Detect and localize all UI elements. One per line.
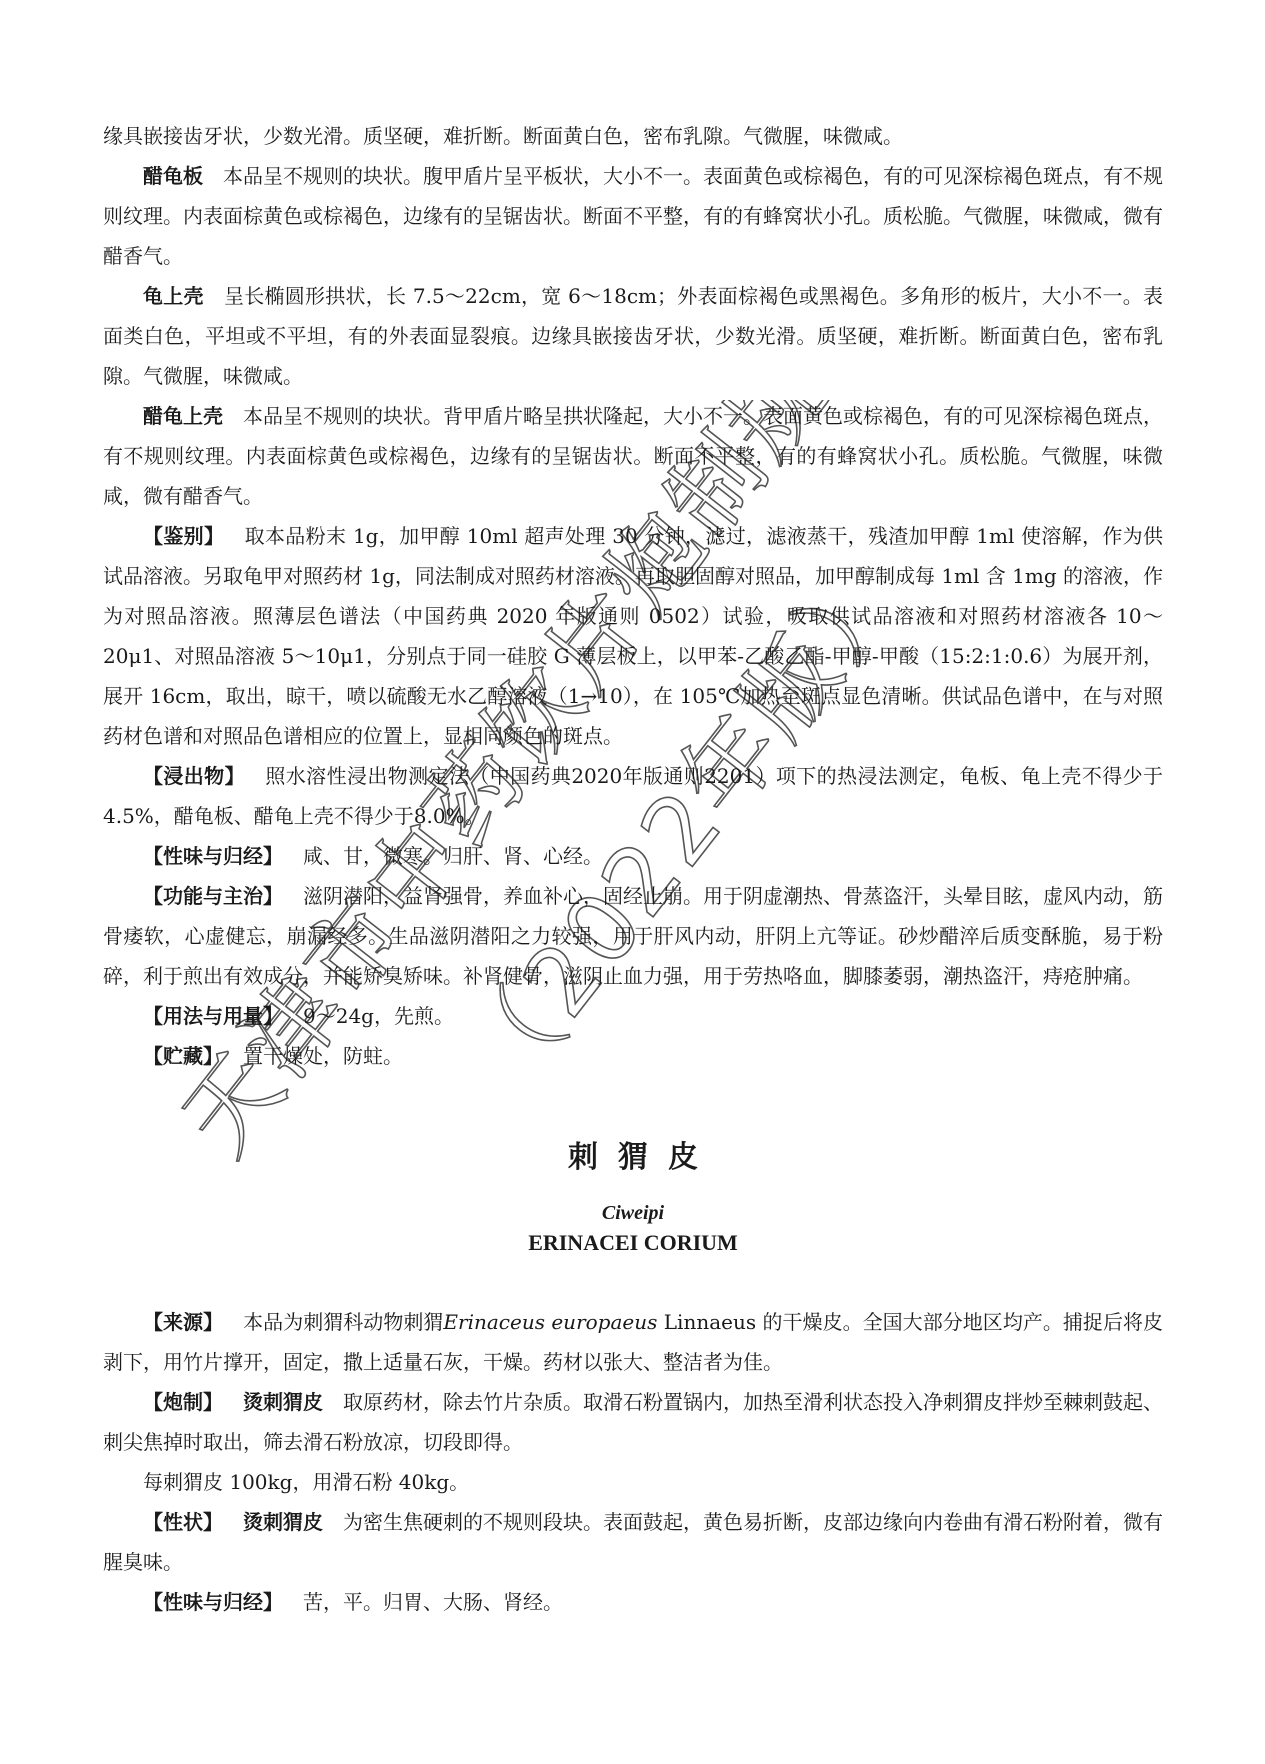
text: 缘具嵌接齿牙状，少数光滑。质坚硬，难折断。断面黄白色，密布乳隙。气微腥，味微咸。 (103, 124, 903, 148)
paragraph-continued (103, 116, 1163, 156)
sub-heading: 醋龟上壳 (143, 404, 223, 428)
text: 本品为刺猬科动物刺猬 (243, 1310, 444, 1334)
section-heading: 【鉴别】 (143, 524, 225, 548)
section-heading: 【浸出物】 (143, 764, 245, 788)
paozhi-note (103, 1462, 1163, 1502)
text: 置干燥处，防蛀。 (243, 1044, 403, 1068)
text: 呈长椭圆形拱状，长 7.5～22cm，宽 6～18cm；外表面棕褐色或黑褐色。多角形的板片，大小不一。表面类白色，平坦或不平坦，有的外表面显裂痕。边缘具嵌接齿牙状，少数光滑。质坚硬，难折断。断面黄白色，密布乳隙。气微腥，味微咸。 (103, 284, 1164, 388)
section-heading: 【炮制】 (143, 1390, 223, 1414)
paragraph-cuguiban (103, 156, 1163, 276)
text: 为密生焦硬刺的不规则段块。表面鼓起，黄色易折断，皮部边缘向内卷曲有滑石粉附着，微有腥臭味。 (103, 1510, 1163, 1574)
section-yongfa (103, 996, 1163, 1036)
sub-heading: 龟上壳 (143, 284, 204, 308)
section-laiyuan (103, 1302, 1163, 1382)
text: Linnaeus 的干燥皮。全国大部分地区均产。捕捉后将皮剥下，用竹片撑开，固定，撒上适量石灰，干燥。药材以张大、整洁者为佳。 (103, 1310, 1164, 1374)
species-name: Erinaceus europaeus (443, 1310, 658, 1334)
section-heading: 【性状】 (143, 1510, 223, 1534)
section-xingzhuang (103, 1502, 1163, 1582)
section-xingwei-2 (103, 1582, 1163, 1622)
text: 取本品粉末 1g，加甲醇 10ml 超声处理 30 分钟，滤过，滤液蒸干，残渣加甲醇 1ml 使溶解，作为供试品溶液。另取龟甲对照药材 1g，同法制成对照药材溶液。再取胆固醇对照品，加甲醇制成每 1ml 含 1mg 的溶液，作为对照品溶液。照薄层色谱法（中国药典 2020 年版通则 0502）试验，吸取供试品溶液和对照药材溶液各 10～20μ1、对照品溶液 5～10μ1，分别点于同一硅胶 G 薄层板上，以甲苯-乙酸乙酯-甲醇-甲酸（15:2:1:0.6）为展开剂，展开 16cm，取出，晾干，喷以硫酸无水乙醇溶液（1→10），在 105℃加热至斑点显色清晰。供试品色谱中，在与对照药材色谱和对照品色谱相应的位置上，显相同颜色的斑点。 (103, 524, 1164, 748)
monograph-pinyin: Ciweipi (601, 1202, 665, 1224)
section-jianbie (103, 516, 1163, 756)
section-gongneng (103, 876, 1163, 996)
main-content (103, 116, 1163, 1622)
sub-heading: 醋龟板 (143, 164, 203, 188)
section-heading: 【性味与归经】 (143, 1590, 283, 1614)
section-jinchuwu (103, 756, 1163, 836)
text: 苦，平。归胃、大肠、肾经。 (303, 1590, 563, 1614)
text: 9～24g，先煎。 (303, 1004, 454, 1028)
section-heading: 【用法与用量】 (143, 1004, 283, 1028)
paragraph-cuguishangke (103, 396, 1163, 516)
monograph-title: 刺猬皮 (568, 1140, 718, 1175)
section-heading: 【贮藏】 (143, 1044, 223, 1068)
section-heading: 【性味与归经】 (143, 844, 283, 868)
sub-heading: 烫刺猬皮 (243, 1510, 323, 1534)
section-heading: 【功能与主治】 (143, 884, 283, 908)
text: 取原药材，除去竹片杂质。取滑石粉置锅内，加热至滑利状态投入净刺猬皮拌炒至棘刺鼓起、刺尖焦掉时取出，筛去滑石粉放凉，切段即得。 (103, 1390, 1163, 1454)
section-xingwei (103, 836, 1163, 876)
text: 每刺猬皮 100kg，用滑石粉 40kg。 (143, 1470, 470, 1494)
section-heading: 【来源】 (143, 1310, 224, 1334)
text: 滋阴潜阳，益肾强骨，养血补心，固经止崩。用于阴虚潮热、骨蒸盗汗，头晕目眩，虚风内动，筋骨痿软，心虚健忘，崩漏经多。生品滋阴潜阳之力较强，用于肝风内动，肝阴上亢等证。砂炒醋淬后质变酥脆，易于粉碎，利于煎出有效成分，并能矫臭矫味。补肾健骨，滋阴止血力强，用于劳热咯血，脚膝萎弱，潮热盗汗，痔疮肿痛。 (103, 884, 1163, 988)
section-paozhi (103, 1382, 1163, 1462)
paragraph-guishangke (103, 276, 1163, 396)
monograph-latin-name: ERINACEI CORIUM (528, 1230, 738, 1255)
text: 本品呈不规则的块状。腹甲盾片呈平板状，大小不一。表面黄色或棕褐色，有的可见深棕褐色斑点，有不规则纹理。内表面棕黄色或棕褐色，边缘有的呈锯齿状。断面不平整，有的有蜂窝状小孔。质松脆。气微腥，味微咸，微有醋香气。 (103, 164, 1163, 268)
section-zhucang (103, 1036, 1163, 1076)
sub-heading: 烫刺猬皮 (243, 1390, 323, 1414)
text: 咸、甘，微寒。归肝、肾、心经。 (303, 844, 603, 868)
text: 照水溶性浸出物测定法（中国药典2020年版通则2201）项下的热浸法测定，龟板、龟上壳不得少于4.5%，醋龟板、醋龟上壳不得少于8.0%。 (103, 764, 1164, 828)
text: 本品呈不规则的块状。背甲盾片略呈拱状隆起，大小不一。表面黄色或棕褐色，有的可见深棕褐色斑点，有不规则纹理。内表面棕黄色或棕褐色，边缘有的呈锯齿状。断面不平整，有的有蜂窝状小孔。质松脆。气微腥，味微咸，微有醋香气。 (103, 404, 1163, 508)
